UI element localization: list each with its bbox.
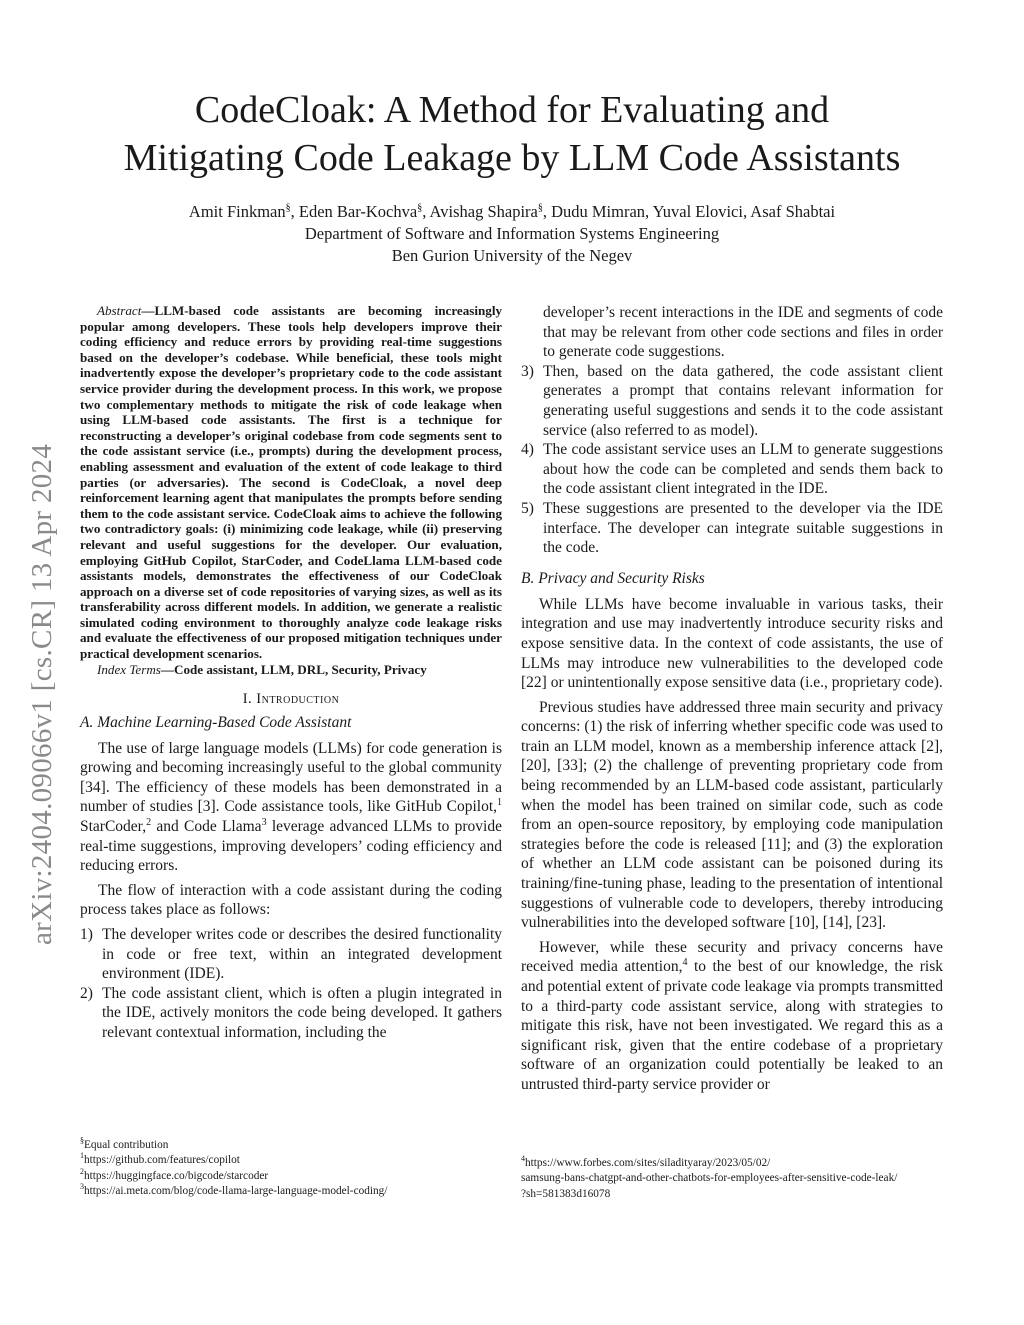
footnote-ref-3: 3 xyxy=(261,816,267,828)
title-line-1: CodeCloak: A Method for Evaluating and xyxy=(194,89,830,131)
footnote-ref-1: 1 xyxy=(497,797,502,809)
footnote-mark: 2 xyxy=(80,1167,84,1177)
footnote-mark: 1 xyxy=(80,1151,84,1161)
equal-contribution-mark: § xyxy=(285,202,291,214)
footnote-link[interactable]: https://www.forbes.com/sites/siladityaray/2023/05/02/ xyxy=(525,1157,771,1169)
footnote-mark: § xyxy=(80,1136,84,1146)
footnote-4 xyxy=(521,1156,991,1171)
author-block xyxy=(70,201,954,267)
list-item xyxy=(521,362,943,440)
index-terms xyxy=(80,662,502,678)
section-heading-introduction: I. Introduction xyxy=(242,690,340,707)
list-item-number: 2) xyxy=(80,984,93,1002)
list-item-number: 3) xyxy=(521,362,534,380)
interaction-flow-list-continued xyxy=(521,303,943,558)
author-name: , Eden Bar-Kochva xyxy=(290,202,418,221)
author-name: , Dudu Mimran, Yuval Elovici, Asaf Shabtai xyxy=(542,202,836,221)
list-item xyxy=(521,440,943,499)
interaction-flow-list xyxy=(80,925,502,1043)
list-item-text: The code assistant client, which is often a plugin integrated in the IDE, actively monitors the code being developed. It gathers relevant contextual information, including the xyxy=(102,984,502,1041)
footnote-mark: 4 xyxy=(521,1154,525,1164)
paragraph-text: However, while these security and privacy concerns have received media attention, xyxy=(521,938,943,976)
paragraph-text: and Code Llama xyxy=(151,818,262,836)
paragraph-text: The use of large language models (LLMs) for code generation is growing and becoming increasingly useful to the global community [34]. The efficiency of these models has been demonstrated in a number of studies [3]. Code assistance tools, like GitHub Copilot, xyxy=(80,739,502,816)
author-list xyxy=(70,201,954,223)
list-item-text: The developer writes code or describes the desired functionality in code or free text, within an integrated development environment (IDE). xyxy=(102,926,502,983)
list-item xyxy=(80,925,502,984)
footnote-equal-contribution xyxy=(80,1138,502,1153)
risks-paragraph-1: While LLMs have become invaluable in various tasks, their integration and use may inadvertently introduce security risks and expose sensitive data. In the context of code assistants, the use of LLMs may introduce new vulnerabilities to the developed code [22] or unintentionally expose sensitive data (i.e., proprietary code). xyxy=(521,595,943,692)
footnote-3 xyxy=(80,1184,502,1199)
footnote-link[interactable]: https://ai.meta.com/blog/code-llama-large-language-model-coding/ xyxy=(84,1185,388,1198)
footnote-4-line-2[interactable]: samsung-bans-chatgpt-and-other-chatbots-for-employees-after-sensitive-code-leak/ xyxy=(521,1172,898,1185)
footnote-ref-2: 2 xyxy=(146,816,152,828)
list-item-number: 1) xyxy=(80,926,93,943)
risks-paragraph-3 xyxy=(521,938,943,1095)
paragraph-text: StarCoder, xyxy=(80,818,147,836)
paragraph-text: leverage advanced LLMs to provide real-time suggestions, improving developers’ coding efficiency and reducing errors. xyxy=(80,818,502,875)
list-item xyxy=(80,984,502,1043)
abstract-text: —LLM-based code assistants are becoming increasingly popular among developers. These tools help developers improve their coding efficiency and reduce errors by providing real-time suggestions based on the developer’s codebase. While beneficial, these tools might inadvertently expose the developer’s proprietary code to the code assistant service provider during the development process. In this work, we propose two complementary methods to mitigate the risk of code leakage when using LLM-based code assistants. The first is a technique for reconstructing a developer’s original codebase from code segments sent to the code assistant service (i.e., prompts) during the development process, enabling assessment and evaluation of the extent of code leakage to third parties (or adversaries). The second is CodeCloak, a novel deep reinforcement learning agent that manipulates the prompts before sending them to the code assistant service. CodeCloak aims to achieve the following two contradictory goals: (i) minimizing code leakage, while (ii) preserving relevant and useful suggestions for the developer. Our evaluation, employing GitHub Copilot, StarCoder, and CodeLlama LLM-based code assistants models, demonstrates the effectiveness of our CodeCloak approach on a diverse set of code repositories of varying sizes, as well as its transferability across different models. In addition, we generate a realistic simulated coding environment to thoroughly analyze code leakage risks and evaluate the effectiveness of our proposed mitigation techniques under practical development scenarios. xyxy=(80,303,502,662)
intro-paragraph-1 xyxy=(80,739,502,876)
list-item-continuation xyxy=(521,303,943,362)
right-column xyxy=(521,303,943,1100)
footnotes-left xyxy=(80,1138,502,1200)
paper-title xyxy=(70,86,954,182)
equal-contribution-mark: § xyxy=(537,202,543,214)
footnote-link[interactable]: https://github.com/features/copilot xyxy=(84,1154,240,1167)
list-item-number: 5) xyxy=(521,499,534,517)
left-column xyxy=(80,303,502,1043)
footnote-mark: 3 xyxy=(80,1182,84,1192)
arxiv-identifier: arXiv:2404.09066v1 [cs.CR] 13 Apr 2024 xyxy=(26,443,58,945)
index-terms-lead: Index Terms xyxy=(97,661,161,677)
department: Department of Software and Information Systems Engineering xyxy=(304,224,720,243)
footnote-ref-4: 4 xyxy=(682,957,688,969)
footnote-link[interactable]: https://huggingface.co/bigcode/starcoder xyxy=(84,1169,269,1182)
paragraph-text: to the best of our knowledge, the risk and potential extent of private code leakage via prompts transmitted to a third-party code assistant service, along with strategies to mitigate this risk, have not been investigated. We regard this as a significant risk, given that the entire codebase of a proprietary software of an organization could potentially be leaked to an untrusted third-party service provider or xyxy=(521,958,943,1093)
list-item-number: 4) xyxy=(521,441,534,459)
title-line-2: Mitigating Code Leakage by LLM Code Assistants xyxy=(123,137,901,179)
footnotes-right xyxy=(521,1156,991,1202)
footnote-1 xyxy=(80,1153,502,1168)
list-item-text: Then, based on the data gathered, the code assistant client generates a prompt that contains relevant information for generating useful suggestions and sends it to the code assistant service (also referred to as model). xyxy=(543,362,943,439)
list-item-text: These suggestions are presented to the developer via the IDE interface. The developer can integrate suitable suggestions in the code. xyxy=(543,499,943,557)
footnote-2 xyxy=(80,1169,502,1184)
intro-paragraph-2: The flow of interaction with a code assistant during the coding process takes place as follows: xyxy=(80,881,502,919)
university: Ben Gurion University of the Negev xyxy=(391,246,633,265)
author-name: Amit Finkman xyxy=(188,202,286,221)
abstract-lead: Abstract xyxy=(97,303,142,318)
subsection-heading-b: B. Privacy and Security Risks xyxy=(521,569,705,587)
list-item-text: The code assistant service uses an LLM to generate suggestions about how the code can be completed and sends them back to the code assistant client integrated in the IDE. xyxy=(543,441,943,498)
list-item xyxy=(521,499,943,558)
abstract xyxy=(80,303,502,662)
subsection-heading-a: A. Machine Learning-Based Code Assistant xyxy=(80,713,352,731)
footnote-text: Equal contribution xyxy=(84,1139,169,1151)
index-terms-text: —Code assistant, LLM, DRL, Security, Privacy xyxy=(160,661,427,677)
footnote-4-line-3[interactable]: ?sh=581383d16078 xyxy=(521,1187,611,1200)
equal-contribution-mark: § xyxy=(417,202,423,214)
author-name: , Avishag Shapira xyxy=(422,202,538,221)
list-item-text: developer’s recent interactions in the IDE and segments of code that may be relevant from other code sections and files in order to generate code suggestions. xyxy=(543,304,943,361)
risks-paragraph-2: Previous studies have addressed three main security and privacy concerns: (1) the risk of inferring whether specific code was used to train an LLM model, known as a membership inference attack [2], [20], [33]; (2) the challenge of preventing proprietary code from being recommended by an LLM-based code assistant, particularly when the model has been trained on similar code, such as code from an open-source repository, by employing code manipulation strategies before the code is released [11]; and (3) the exploration of whether an LLM code assistant can be poisoned during its training/fine-tuning phase, leading to the presentation of intentional suggestions of vulnerable code to developers, thereby introducing vulnerabilities into the developed software [10], [14], [23]. xyxy=(521,698,943,932)
